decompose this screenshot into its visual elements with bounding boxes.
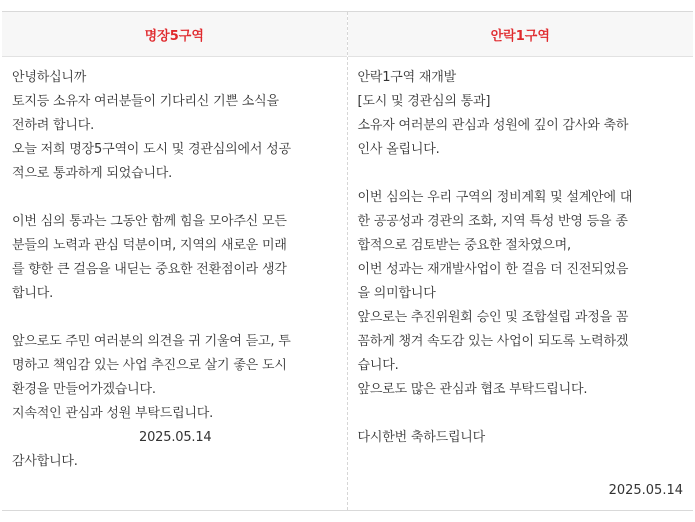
announcement-table xyxy=(2,11,693,511)
text-line: [도시 및 경관심의 통과] xyxy=(357,94,491,109)
announcement-date: 2025.05.14 xyxy=(139,430,212,445)
column-anrak1 xyxy=(348,12,694,510)
text-line: 이번 심의 통과는 그동안 함께 힘을 모아주신 모든 xyxy=(12,214,287,229)
text-line: 을 의미합니다 xyxy=(357,286,436,301)
closing-text: 감사합니다. xyxy=(12,454,78,469)
column-title: 명장5구역 xyxy=(144,28,204,44)
announcement-body xyxy=(2,57,347,474)
paragraph-gap xyxy=(358,162,686,186)
text-line: 다시한번 축하드립니다 xyxy=(357,430,486,445)
paragraph-gap xyxy=(358,402,686,426)
text-line: 앞으로도 많은 관심과 협조 부탁드립니다. xyxy=(357,382,588,397)
text-line: 지속적인 관심과 성원 부탁드립니다. xyxy=(12,406,214,421)
text-line: 오늘 저희 명장5구역이 도시 및 경관심의에서 성공 xyxy=(12,142,291,157)
text-line: 를 향한 큰 걸음을 내딛는 중요한 전환점이라 생각 xyxy=(12,262,287,277)
text-line: 안녕하십니까 xyxy=(12,70,87,85)
text-line: 이번 심의는 우리 구역의 정비계획 및 설계안에 대 xyxy=(357,190,633,205)
announcement-body xyxy=(348,57,694,450)
text-line: 환경을 만들어가겠습니다. xyxy=(12,382,156,397)
text-line: 적으로 통과하게 되었습니다. xyxy=(12,166,173,181)
text-line: 안락1구역 재개발 xyxy=(357,70,457,85)
text-line: 합니다. xyxy=(12,286,54,301)
text-line: 명하고 책임감 있는 사업 추진으로 살기 좋은 도시 xyxy=(12,358,287,373)
paragraph-gap xyxy=(12,306,339,330)
text-line: 인사 올립니다. xyxy=(357,142,440,157)
text-line: 한 공공성과 경관의 조화, 지역 특성 반영 등을 종 xyxy=(357,214,628,229)
text-line: 합적으로 검토받는 중요한 절차였으며, xyxy=(357,238,571,253)
announcement-date: 2025.05.14 xyxy=(608,483,683,498)
column-header xyxy=(348,12,694,57)
text-line: 토지등 소유자 여러분들이 기다리신 기쁜 소식을 xyxy=(12,94,279,109)
text-line: 이번 성과는 재개발사업이 한 걸음 더 진전되었음 xyxy=(357,262,629,277)
text-line: 소유자 여러분의 관심과 성원에 깊이 감사와 축하 xyxy=(357,118,629,133)
paragraph-gap xyxy=(12,186,339,210)
column-myeongjang5 xyxy=(2,12,348,510)
text-line: 습니다. xyxy=(357,358,399,373)
text-line: 꼼하게 챙겨 속도감 있는 사업이 되도록 노력하겠 xyxy=(357,334,629,349)
text-line: 앞으로는 추진위원회 승인 및 조합설립 과정을 꼼 xyxy=(357,310,629,325)
text-line: 전하려 합니다. xyxy=(12,118,95,133)
column-title: 안락1구역 xyxy=(490,28,550,44)
column-header xyxy=(2,12,347,57)
text-line: 분들의 노력과 관심 덕분이며, 지역의 새로운 미래 xyxy=(12,238,287,253)
text-line: 앞으로도 주민 여러분의 의견을 귀 기울여 듣고, 투 xyxy=(12,334,291,349)
